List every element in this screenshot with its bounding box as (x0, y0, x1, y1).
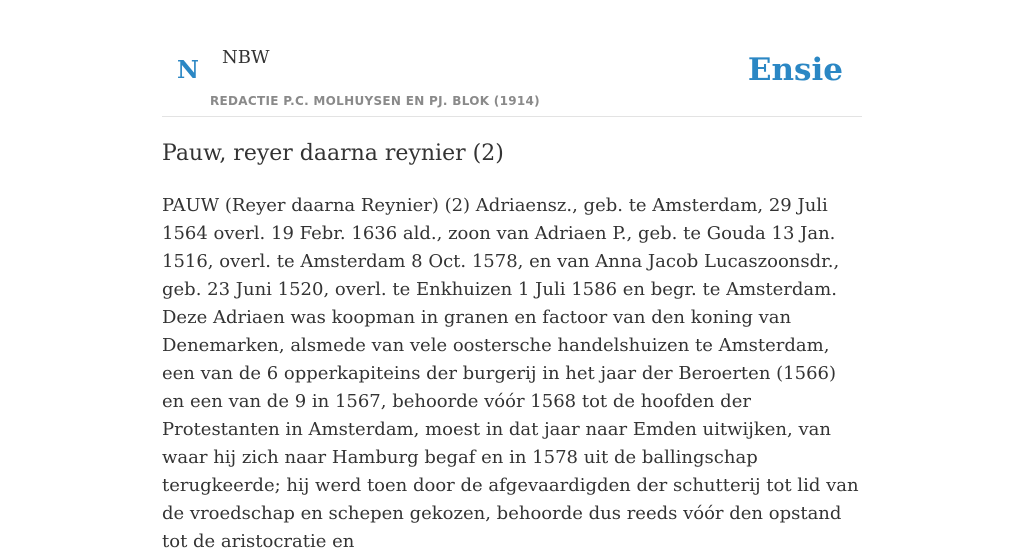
source-header (162, 0, 862, 117)
article-title: Pauw, reyer daarna reynier (2) (162, 141, 504, 166)
source-subtitle: REDACTIE P.C. MOLHUYSEN EN PJ. BLOK (1914) (210, 94, 540, 108)
source-logo[interactable]: N (177, 55, 199, 84)
brand-logo[interactable]: Ensie (747, 52, 843, 88)
article-body: PAUW (Reyer daarna Reynier) (2) Adriaensz., geb. te Amsterdam, 29 Juli 1564 overl. 19 Febr. 1636 ald., zoon van Adriaen P., geb. te Gouda 13 Jan. 1516, overl. te Amsterdam 8 Oct. 1578, en van Anna Jacob Lucaszoonsdr., geb. 23 Juni 1520, overl. te Enkhuizen 1 Juli 1586 en begr. te Amsterdam. Deze Adriaen was koopman in granen en factoor van den koning van Denemarken, alsmede van vele oostersche handelshuizen te Amsterdam, een van de 6 opperkapiteins der burgerij in het jaar der Beroerten (1566) en een van de 9 in 1567, behoorde vóór 1568 tot de hoofden der Protestanten in Amsterdam, moest in dat jaar naar Emden uitwijken, van waar hij zich naar Hamburg begaf en in 1578 uit de ballingschap terugkeerde; hij werd toen door de afgevaardigden der schutterij tot lid van de vroedschap en schepen gekozen, behoorde dus reeds vóór den opstand tot de aristocratie en (162, 195, 859, 552)
source-title[interactable]: NBW (222, 47, 270, 68)
